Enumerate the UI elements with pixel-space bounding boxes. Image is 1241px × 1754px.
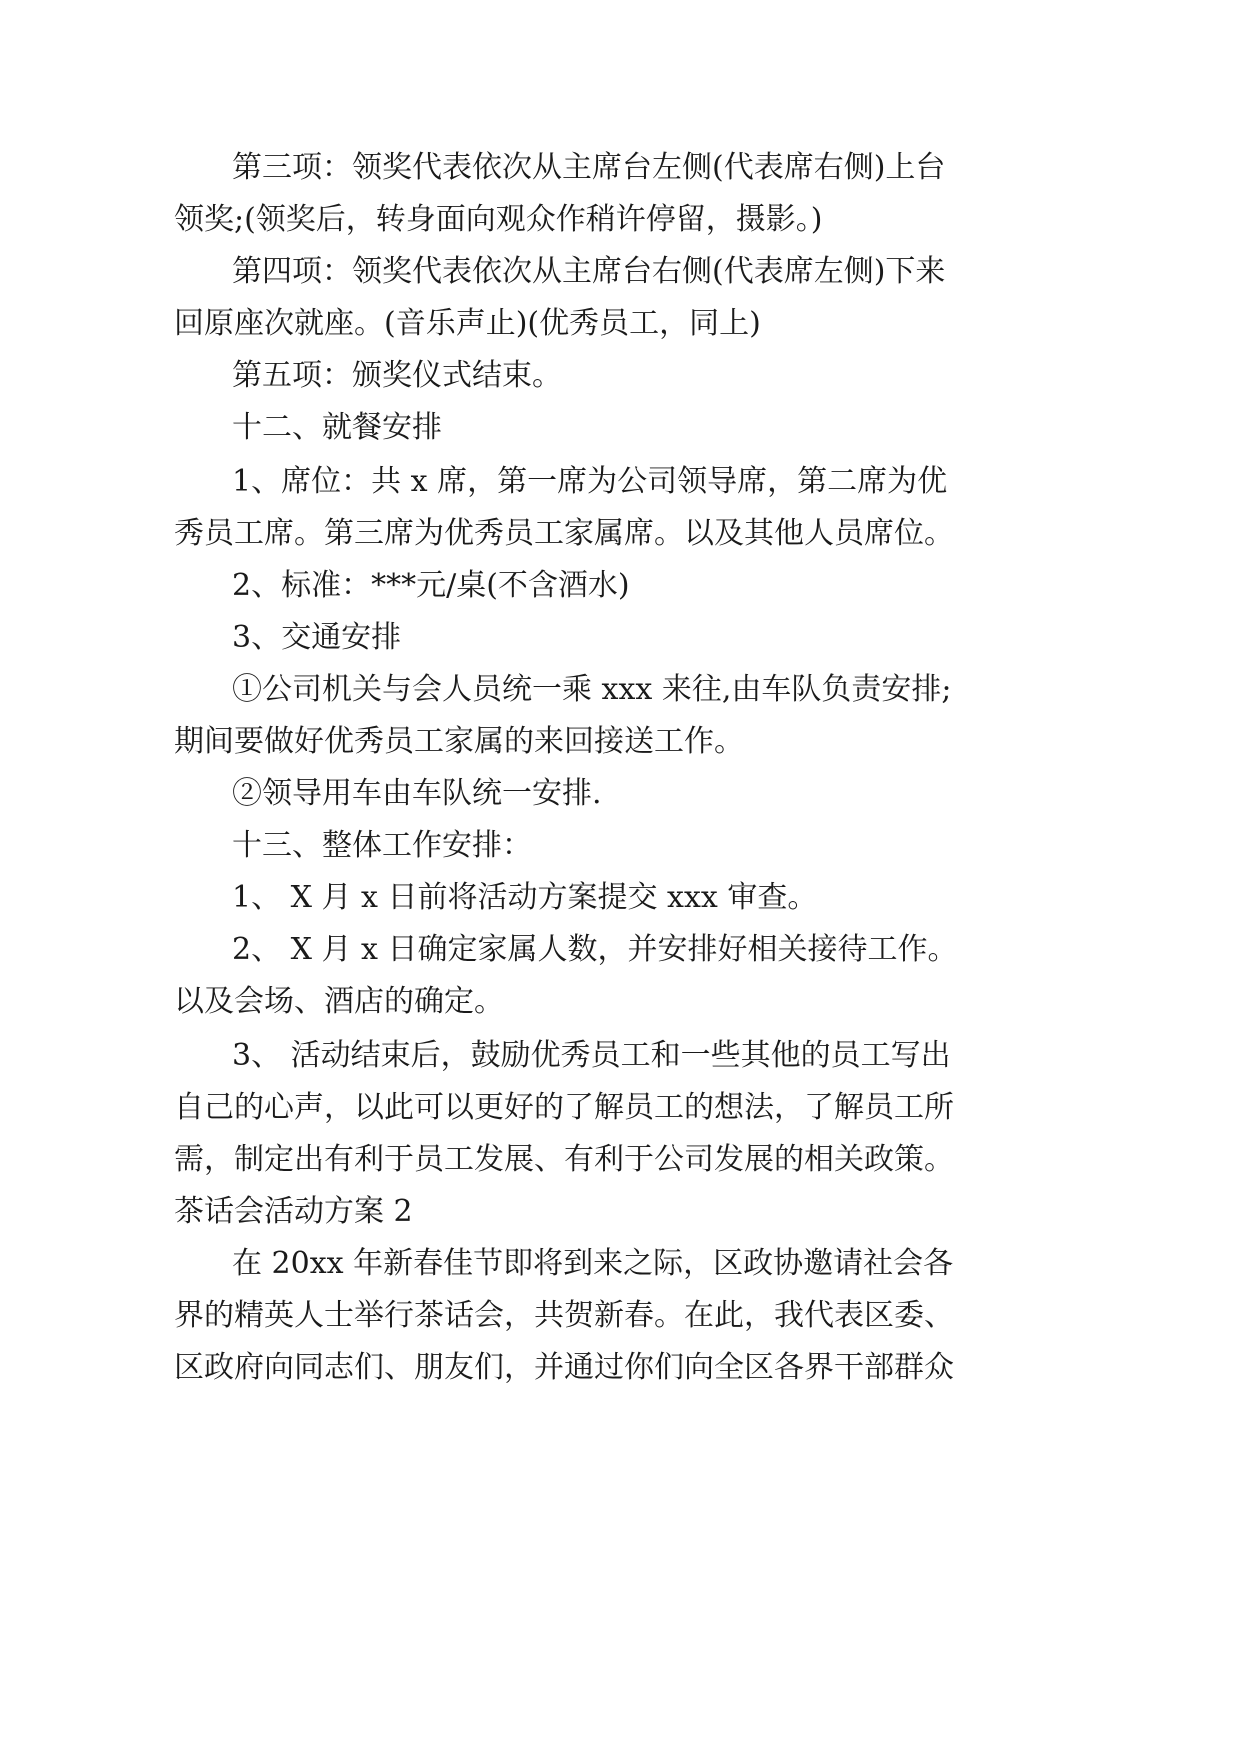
section-heading: 十三、整体工作安排： xyxy=(232,828,532,863)
text-line: 3、交通安排 xyxy=(232,620,402,655)
text-line: 回原座次就座。(音乐声止)(优秀员工，同上) xyxy=(174,306,761,341)
text-line: 需，制定出有利于员工发展、有利于公司发展的相关政策。 xyxy=(174,1142,954,1177)
text-line: 3、 活动结束后，鼓励优秀员工和一些其他的员工写出 xyxy=(232,1038,951,1073)
text-line: 2、 X 月 x 日确定家属人数，并安排好相关接待工作。 xyxy=(232,932,958,967)
text-line: 秀员工席。第三席为优秀员工家属席。以及其他人员席位。 xyxy=(174,516,954,551)
text-line: 第五项：颁奖仪式结束。 xyxy=(232,358,562,393)
section-heading: 十二、就餐安排 xyxy=(232,410,442,445)
text-line: 期间要做好优秀员工家属的来回接送工作。 xyxy=(174,724,744,759)
text-line: 区政府向同志们、朋友们，并通过你们向全区各界干部群众 xyxy=(174,1350,954,1385)
text-line: 1、席位：共 x 席，第一席为公司领导席，第二席为优 xyxy=(232,464,948,499)
text-line: 自己的心声，以此可以更好的了解员工的想法，了解员工所 xyxy=(174,1090,954,1125)
document-title: 茶话会活动方案 2 xyxy=(174,1194,413,1229)
text-line: 2、标准：***元/桌(不含酒水) xyxy=(232,568,630,603)
text-line: 以及会场、酒店的确定。 xyxy=(174,984,504,1019)
text-line: ②领导用车由车队统一安排. xyxy=(232,776,602,811)
text-line: 第三项：领奖代表依次从主席台左侧(代表席右侧)上台 xyxy=(232,150,946,185)
text-line: 第四项：领奖代表依次从主席台右侧(代表席左侧)下来 xyxy=(232,254,946,289)
text-line: 领奖;(领奖后，转身面向观众作稍许停留，摄影。) xyxy=(174,202,823,237)
text-line: 在 20xx 年新春佳节即将到来之际，区政协邀请社会各 xyxy=(232,1246,954,1281)
text-line: ①公司机关与会人员统一乘 xxx 来往,由车队负责安排; xyxy=(232,672,952,707)
text-line: 界的精英人士举行茶话会，共贺新春。在此，我代表区委、 xyxy=(174,1298,954,1333)
text-line: 1、 X 月 x 日前将活动方案提交 xxx 审查。 xyxy=(232,880,818,915)
